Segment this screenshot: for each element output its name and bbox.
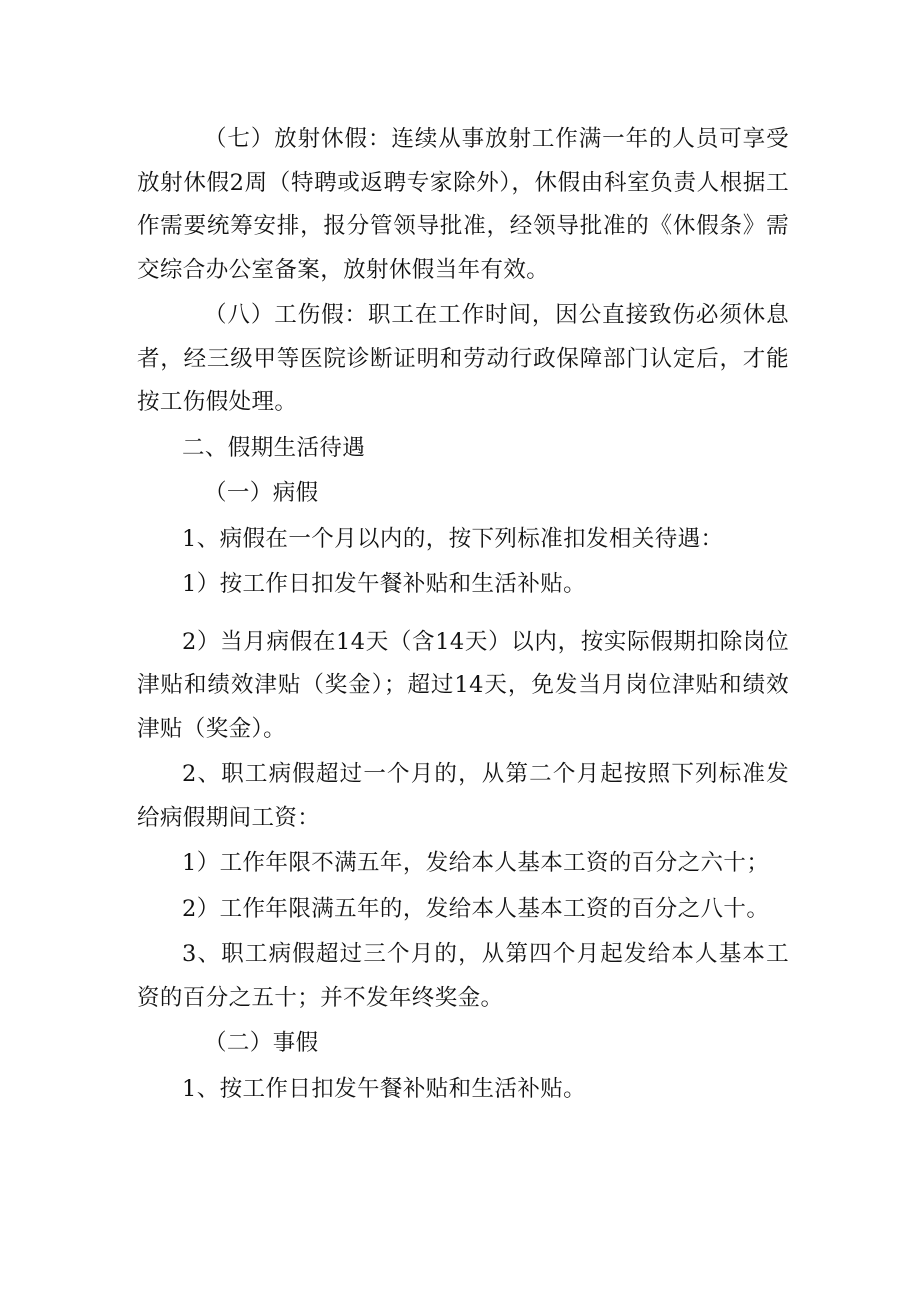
subheading-personal-leave: （二）事假 <box>204 1030 319 1056</box>
item-sick-leave-over-one-month: 2、职工病假超过一个月的，从第二个月起按照下列标准发给病假期间工资： <box>137 761 789 831</box>
item-under-five-years: 1）工作年限不满五年，发给本人基本工资的百分之六十； <box>182 850 770 876</box>
item-five-years-or-more: 2）工作年限满五年的，发给本人基本工资的百分之八十。 <box>182 895 770 922</box>
item-within-14-days: 2）当月病假在14天（含14天）以内，按实际假期扣除岗位津贴和绩效津贴（奖金）；超过14天，免发当月岗位津贴和绩效津贴（奖金）。 <box>137 628 789 742</box>
subheading-sick-leave: （一）病假 <box>204 480 319 506</box>
item-sick-leave-within-month: 1、病假在一个月以内的，按下列标准扣发相关待遇： <box>182 525 724 552</box>
paragraph-radiation-leave: （七）放射休假：连续从事放射工作满一年的人员可享受放射休假2周（特聘或返聘专家除外），休假由科室负责人根据工作需要统筹安排，报分管领导批准，经领导批准的《休假条》需交综合办公室备案，放射休假当年有效。 <box>137 126 789 283</box>
document-body <box>137 118 789 1111</box>
section-heading-leave-benefits: 二、假期生活待遇 <box>182 434 366 461</box>
item-personal-leave-deduction: 1、按工作日扣发午餐补贴和生活补贴。 <box>182 1075 587 1102</box>
paragraph-work-injury-leave: （八）工伤假：职工在工作时间，因公直接致伤必须休息者，经三级甲等医院诊断证明和劳动行政保障部门认定后，才能按工伤假处理。 <box>137 302 789 415</box>
item-sick-leave-over-three-months: 3、职工病假超过三个月的，从第四个月起发给本人基本工资的百分之五十；并不发年终奖金。 <box>137 941 789 1011</box>
item-deduct-meal-allowance: 1）按工作日扣发午餐补贴和生活补贴。 <box>182 571 587 597</box>
